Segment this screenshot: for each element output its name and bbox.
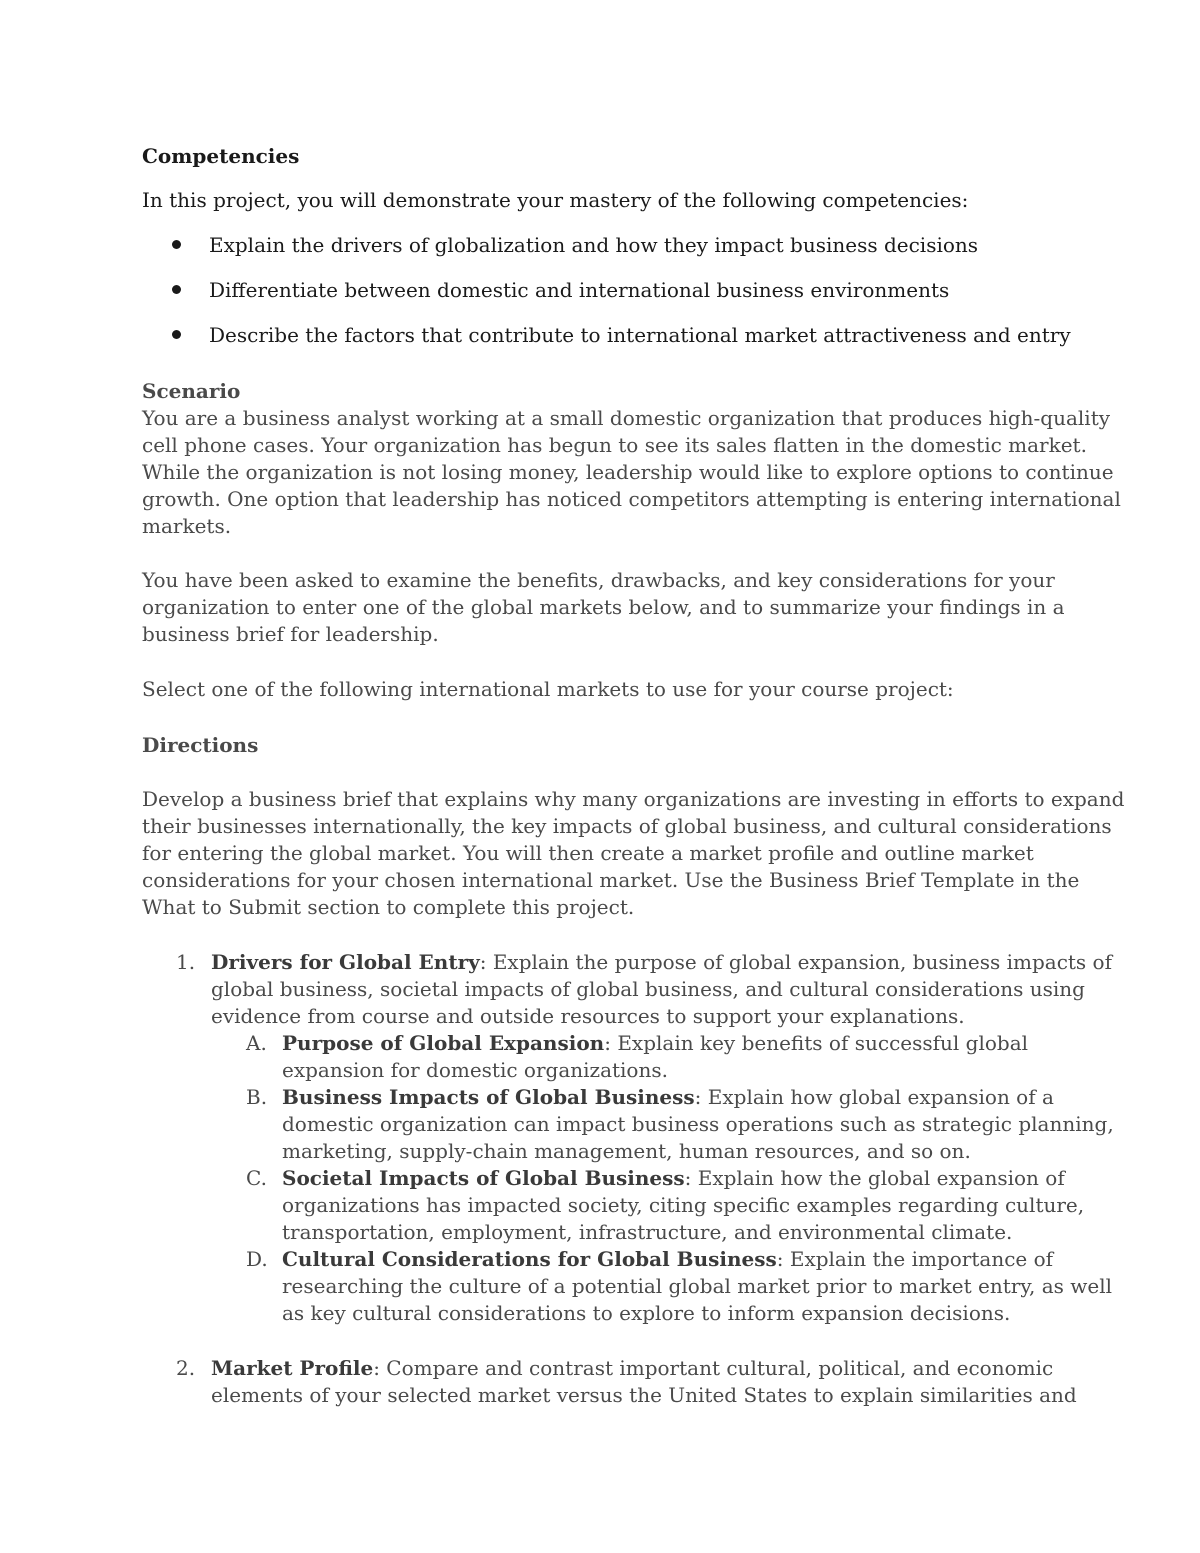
item-text: : Compare and contrast important cultural, political, and economic [373, 1356, 1054, 1380]
text-line: as key cultural considerations to explore to inform expansion decisions. [282, 1301, 1011, 1325]
item-text: : Explain how the global expansion of [684, 1166, 1065, 1190]
text-line: You have been asked to examine the benefits, drawbacks, and key considerations for your [142, 568, 1055, 592]
item-term: Business Impacts of Global Business [282, 1085, 695, 1109]
list-marker: 1. [176, 950, 196, 974]
text-line: global business, societal impacts of global business, and cultural considerations using [211, 977, 1085, 1001]
item-text: : Explain the importance of [776, 1247, 1054, 1271]
text-line [211, 1355, 1071, 1382]
item-term: Market Profile [211, 1356, 374, 1380]
item-term: Drivers for Global Entry [211, 950, 480, 974]
competency-bullet-1 [172, 232, 978, 259]
list-marker: A. [246, 1031, 267, 1055]
text-line: marketing, supply-chain management, human resources, and so on. [282, 1139, 971, 1163]
text-line: You are a business analyst working at a small domestic organization that produces high-quality [142, 406, 1111, 430]
text-line: growth. One option that leadership has noticed competitors attempting is entering international [142, 487, 1121, 511]
competency-bullet-3 [172, 322, 1071, 349]
competency-text: Describe the factors that contribute to international market attractiveness and entry [209, 323, 1071, 347]
scenario-paragraph-3 [142, 676, 1072, 703]
text-line [282, 1165, 1082, 1192]
text-line [282, 1030, 1082, 1057]
list-marker: D. [246, 1247, 268, 1271]
text-line: Select one of the following international markets to use for your course project: [142, 677, 954, 701]
list-item-body [282, 1165, 1085, 1246]
text-line: for entering the global market. You will then create a market profile and outline market [142, 841, 1034, 865]
bullet-icon [172, 240, 181, 249]
list-marker: 2. [176, 1356, 196, 1380]
competency-text: Differentiate between domestic and international business environments [209, 278, 950, 302]
item-term: Purpose of Global Expansion [282, 1031, 605, 1055]
text-line: What to Submit section to complete this project. [142, 895, 635, 919]
list-item-body [211, 949, 1112, 1030]
text-line: their businesses internationally, the key impacts of global business, and cultural considerations [142, 814, 1112, 838]
competency-bullet-2 [172, 277, 949, 304]
list-item-body [282, 1084, 1114, 1165]
directions-heading: Directions [142, 733, 259, 757]
item-text: : Explain key benefits of successful global [604, 1031, 1029, 1055]
competencies-heading: Competencies [142, 144, 300, 168]
scenario-paragraph-1 [142, 405, 1121, 540]
list-item-body [282, 1246, 1112, 1327]
item-text: : Explain the purpose of global expansion, business impacts of [479, 950, 1112, 974]
scenario-paragraph-2 [142, 567, 1072, 648]
text-line: markets. [142, 514, 232, 538]
text-line: researching the culture of a potential global market prior to market entry, as well [282, 1274, 1112, 1298]
item-text: : Explain how global expansion of a [694, 1085, 1054, 1109]
item-term: Cultural Considerations for Global Business [282, 1247, 777, 1271]
scenario-heading: Scenario [142, 379, 241, 403]
competency-text: Explain the drivers of globalization and how they impact business decisions [209, 233, 979, 257]
text-line: organizations has impacted society, citing specific examples regarding culture, [282, 1193, 1085, 1217]
competencies-intro: In this project, you will demonstrate your mastery of the following competencies: [142, 188, 969, 212]
text-line: transportation, employment, infrastructure, and environmental climate. [282, 1220, 1013, 1244]
list-marker: B. [246, 1085, 268, 1109]
list-item-body [211, 1355, 1077, 1409]
list-marker: C. [246, 1166, 267, 1190]
text-line: evidence from course and outside resources to support your explanations. [211, 1004, 965, 1028]
text-line: Develop a business brief that explains why many organizations are investing in efforts to expand [142, 787, 1125, 811]
text-line: elements of your selected market versus the United States to explain similarities and [211, 1383, 1077, 1407]
directions-paragraph [142, 786, 1125, 921]
bullet-icon [172, 285, 181, 294]
text-line: domestic organization can impact business operations such as strategic planning, [282, 1112, 1114, 1136]
text-line: expansion for domestic organizations. [282, 1058, 668, 1082]
text-line: considerations for your chosen international market. Use the Business Brief Template in the [142, 868, 1080, 892]
list-item-body [282, 1030, 1082, 1084]
item-term: Societal Impacts of Global Business [282, 1166, 685, 1190]
text-line: cell phone cases. Your organization has begun to see its sales flatten in the domestic market. [142, 433, 1087, 457]
text-line [211, 949, 1112, 976]
text-line [282, 1246, 1082, 1273]
text-line: organization to enter one of the global markets below, and to summarize your findings in a [142, 595, 1065, 619]
text-line: While the organization is not losing money, leadership would like to explore options to continue [142, 460, 1114, 484]
text-line [282, 1084, 1082, 1111]
bullet-icon [172, 330, 181, 339]
text-line: business brief for leadership. [142, 622, 439, 646]
